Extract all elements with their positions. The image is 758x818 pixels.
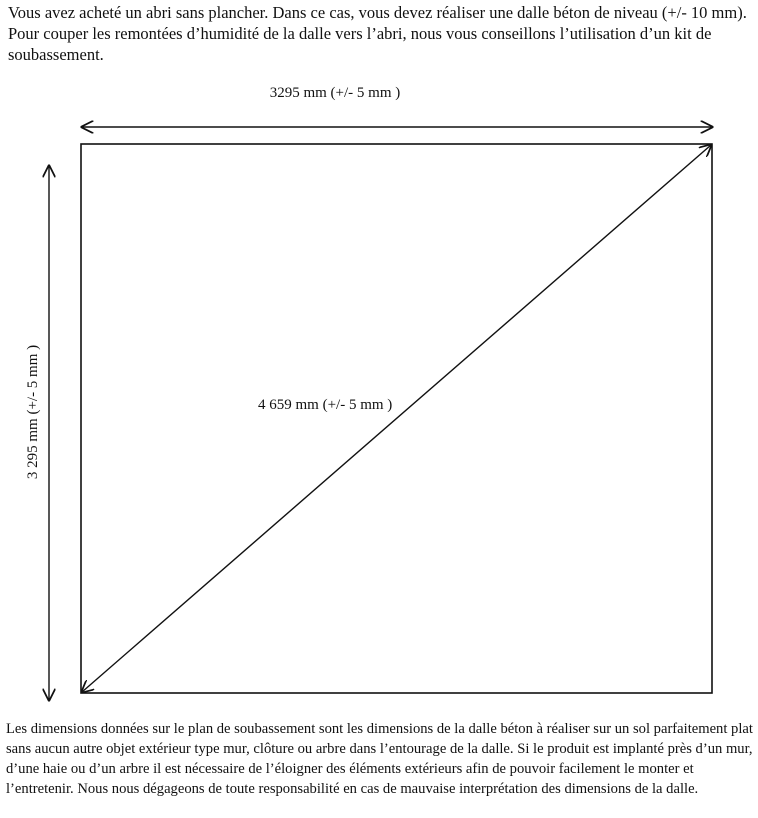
width-label: 3295 mm (+/- 5 mm ): [269, 85, 401, 101]
diagonal-label: 4 659 mm (+/- 5 mm ): [258, 397, 393, 413]
diagonal-dimension-arrow: [82, 145, 711, 692]
intro-paragraph: Vous avez acheté un abri sans plancher. Dans ce cas, vous devez réaliser une dalle béton de niveau (+/- 10 mm). Pour couper les remontées d’humidité de la dalle vers l’abri, nous vous conseillons l’utilisation d’un kit de soubassement.: [8, 3, 747, 64]
height-label: 3 295 mm (+/- 5 mm ): [25, 344, 41, 480]
disclaimer-paragraph: Les dimensions données sur le plan de soubassement sont les dimensions de la dalle béton à réaliser sur un sol parfaitement plat sans aucun autre objet extérieur type mur, clôture ou arbre dans l’entourage de la dalle. Si le produit est implanté près d’un mur, d’une haie ou d’un arbre il est nécessaire de l’éloigner des éléments extérieurs afin de pouvoir facilement le monter et l’entretenir. Nous nous dégageons de toute responsabilité en cas de mauvaise interprétation des dimensions de la dalle.: [6, 721, 753, 797]
